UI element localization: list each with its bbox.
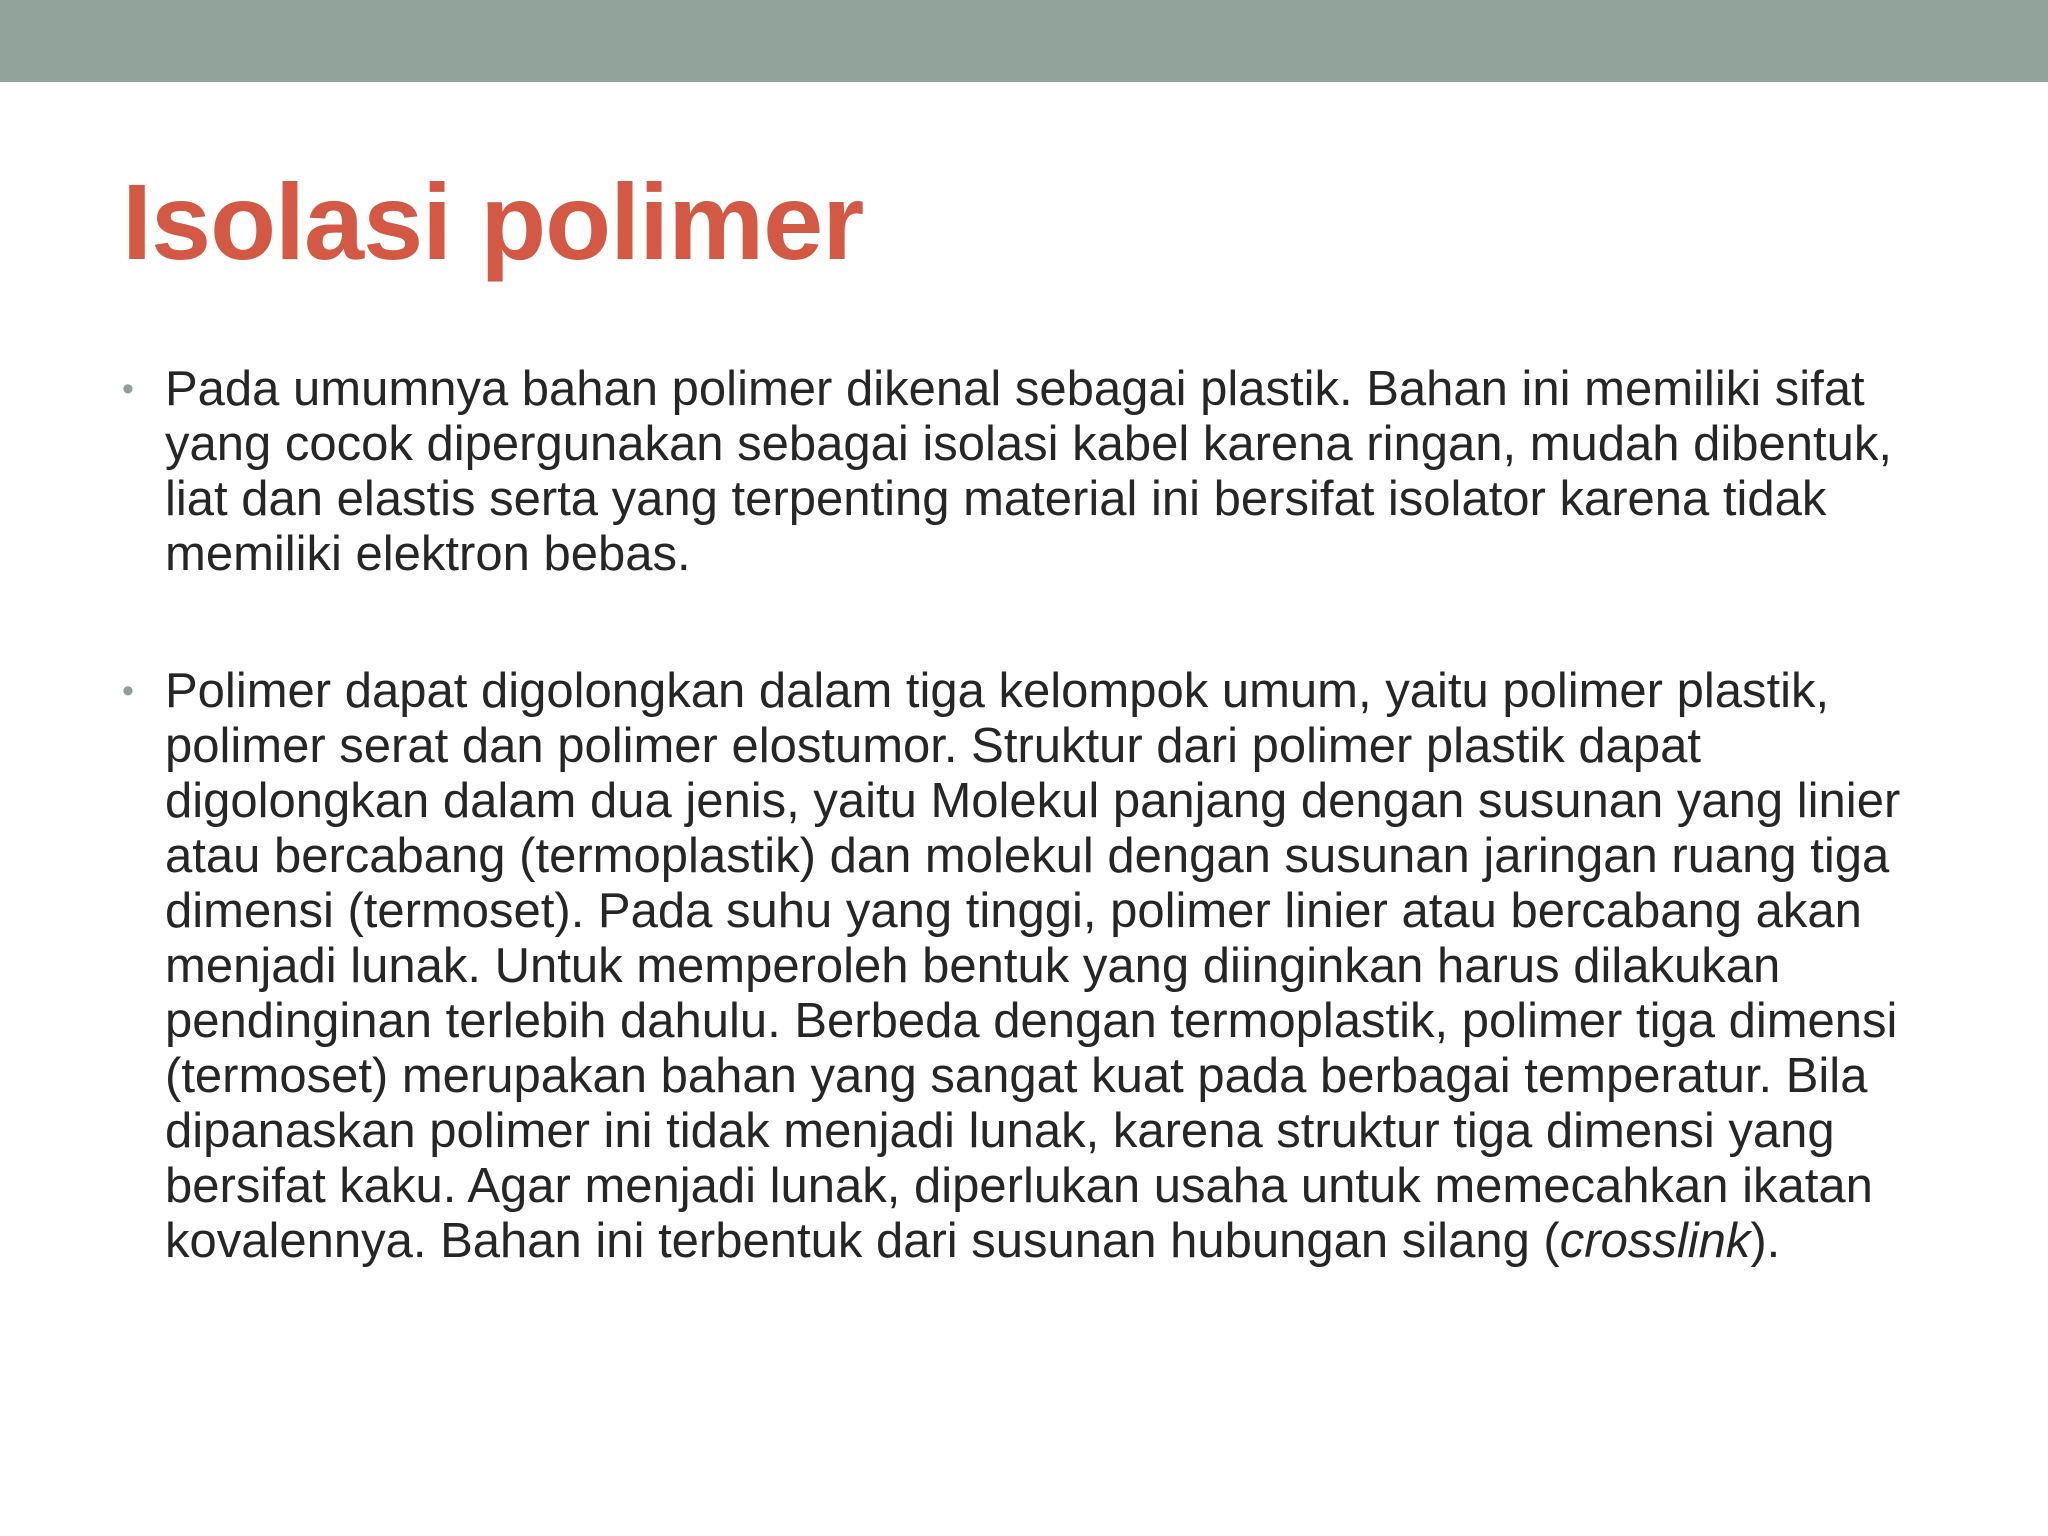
header-bar <box>0 0 2048 82</box>
bullet-text: Polimer dapat digolongkan dalam tiga kelompok umum, yaitu polimer plastik, polimer serat dan polimer elostumor. Struktur dari polimer plastik dapat digolongkan dalam dua jenis, yaitu Molekul panjang dengan susunan yang linier atau bercabang (termoplastik) dan molekul dengan susunan jaringan ruang tiga dimensi (termoset). Pada suhu yang tinggi, polimer linier atau bercabang akan menjadi lunak. Untuk memperoleh bentuk yang diinginkan harus dilakukan pendinginan terlebih dahulu. Berbeda dengan termoplastik, polimer tiga dimensi (termoset) merupakan bahan yang sangat kuat pada berbagai temperatur. Bila dipanaskan polimer ini tidak menjadi lunak, karena struktur tiga dimensi yang bersifat kaku. Agar menjadi lunak, diperlukan usaha untuk memecahkan ikatan kovalennya. Bahan ini terbentuk dari susunan hubungan silang ( <box>165 664 1901 1268</box>
bullet-tail: ). <box>1750 1214 1781 1268</box>
slide-title: Isolasi polimer <box>122 161 864 282</box>
bullet-icon: • <box>122 370 134 408</box>
bullet-item-1 <box>122 362 1952 582</box>
bullet-list <box>122 362 1952 1351</box>
bullet-item-2 <box>122 664 1952 1269</box>
bullet-text: Pada umumnya bahan polimer dikenal sebagai plastik. Bahan ini memiliki sifat yang cocok dipergunakan sebagai isolasi kabel karena ringan, mudah dibentuk, liat dan elastis serta yang terpenting material ini bersifat isolator karena tidak memiliki elektron bebas. <box>165 362 1893 581</box>
bullet-icon: • <box>122 672 134 710</box>
bullet-emphasis: crosslink <box>1559 1214 1751 1268</box>
